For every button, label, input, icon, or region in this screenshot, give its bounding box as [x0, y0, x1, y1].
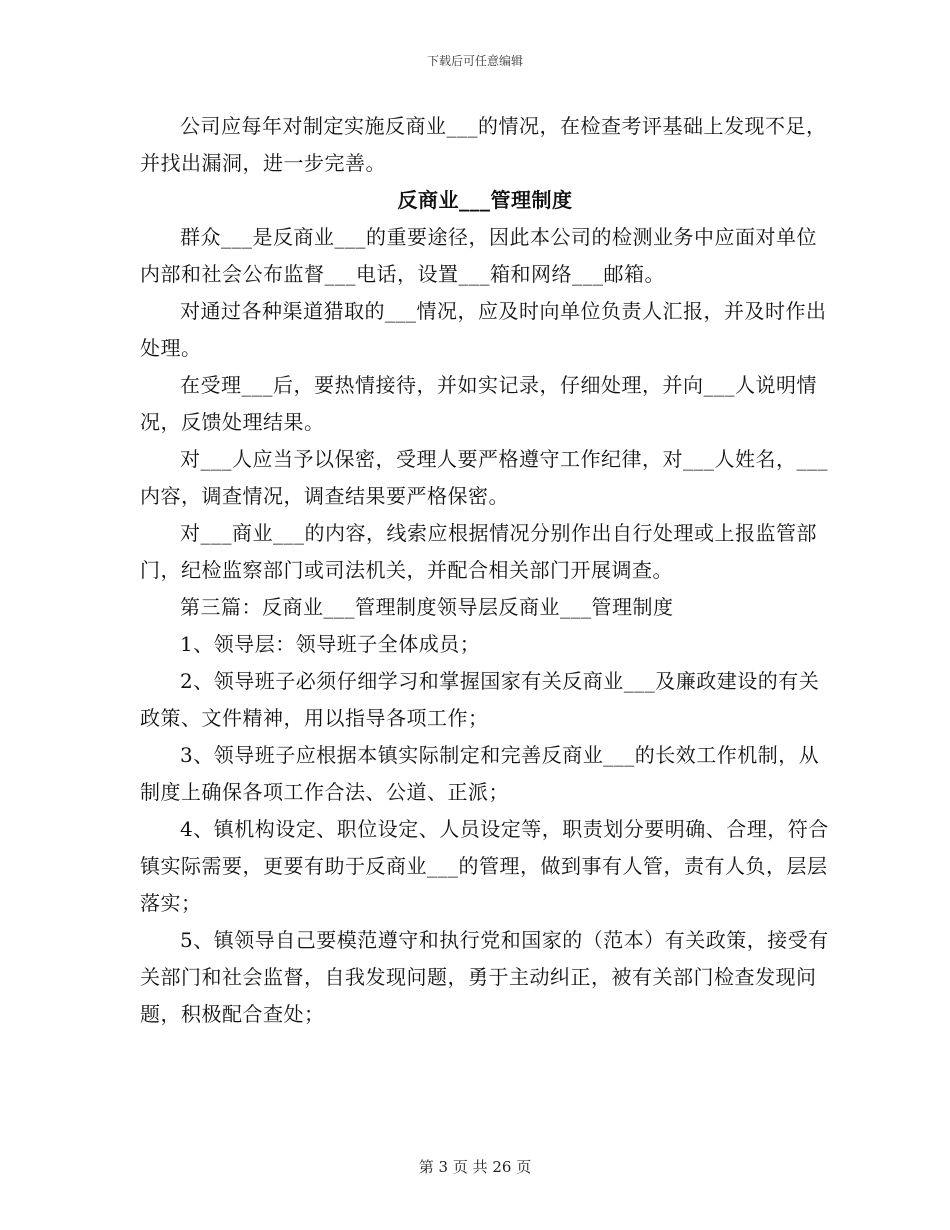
list-item: 3、领导班子应根据本镇实际制定和完善反商业___的长效工作机制，从制度上确保各项工作合法、公道、正派；: [140, 743, 820, 804]
document-body: [140, 108, 830, 1033]
list-item: 1、领导层：领导班子全体成员；: [180, 632, 481, 656]
section-title: 反商业___管理制度: [397, 188, 573, 212]
paragraph: 对通过各种渠道猎取的___情况，应及时向单位负责人汇报，并及时作出处理。: [140, 299, 827, 360]
list-item: 5、镇领导自己要模范遵守和执行党和国家的（范本）有关政策，接受有关部门和社会监督，自我发现问题，勇于主动纠正，被有关部门检查发现问题，积极配合查处；: [140, 928, 829, 1026]
paragraph: 对___商业___的内容，线索应根据情况分别作出自行处理或上报监管部门，纪检监察部门或司法机关，并配合相关部门开展调查。: [140, 521, 817, 582]
paragraph: 对___人应当予以保密，受理人要严格遵守工作纪律，对___人姓名，___内容，调查情况，调查结果要严格保密。: [140, 447, 828, 508]
paragraph: 在受理___后，要热情接待，并如实记录，仔细处理，并向___人说明情况，反馈处理结果。: [140, 373, 817, 434]
paragraph: 公司应每年对制定实施反商业___的情况，在检查考评基础上发现不足，并找出漏洞，进一步完善。: [140, 114, 827, 175]
chapter-heading: 第三篇：反商业___管理制度领导层反商业___管理制度: [180, 595, 674, 619]
list-item: 4、镇机构设定、职位设定、人员设定等，职责划分要明确、合理，符合镇实际需要，更要有助于反商业___的管理，做到事有人管，责有人负，层层落实；: [140, 817, 829, 915]
page-header: 下载后可任意编辑: [426, 54, 523, 68]
page-footer: 第 3 页 共 26 页: [418, 1158, 532, 1176]
paragraph: 群众___是反商业___的重要途径，因此本公司的检测业务中应面对单位内部和社会公布监督___电话，设置___箱和网络___邮箱。: [140, 225, 817, 286]
list-item: 2、领导班子必须仔细学习和掌握国家有关反商业___及廉政建设的有关政策、文件精神，用以指导各项工作；: [140, 669, 820, 730]
